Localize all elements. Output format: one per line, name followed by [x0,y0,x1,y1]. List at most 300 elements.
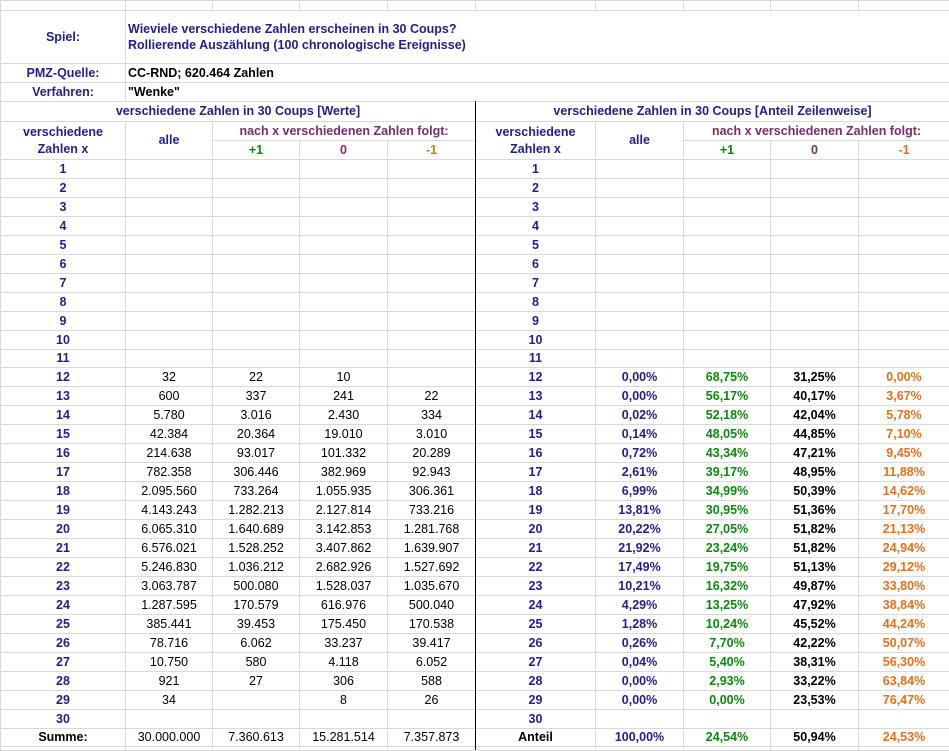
right-row-plus[interactable]: 27,05% [684,520,770,538]
right-row-minus[interactable]: 5,78% [859,406,949,424]
right-row-zero[interactable]: 51,82% [771,539,858,557]
right-sum-alle[interactable]: 100,00% [596,729,683,746]
left-row-zero[interactable]: 101.332 [300,444,387,462]
right-row-plus[interactable] [684,236,770,254]
left-row-plus[interactable] [213,691,299,709]
right-row-zero[interactable] [771,160,858,178]
left-row-plus[interactable] [213,217,299,235]
right-row-plus[interactable] [684,293,770,311]
right-row-alle[interactable]: 2,61% [596,463,683,481]
left-row-plus[interactable] [213,179,299,197]
left-col-x[interactable] [1,122,125,159]
left-row-alle[interactable] [126,217,212,235]
left-row-plus[interactable] [213,312,299,330]
right-row-zero[interactable]: 51,13% [771,558,858,576]
right-row-plus[interactable]: 7,70% [684,634,770,652]
right-sub-minus[interactable]: -1 [859,141,949,159]
left-row-minus[interactable]: 306.361 [388,482,475,500]
right-row-minus[interactable]: 50,07% [859,634,949,652]
spiel-text[interactable] [126,11,949,63]
right-row-x[interactable]: 25 [476,615,595,633]
left-row-alle[interactable]: 385.441 [126,615,212,633]
left-row-alle[interactable]: 4.143.243 [126,501,212,519]
left-row-minus[interactable]: 26 [388,691,475,709]
left-row-minus[interactable]: 1.281.768 [388,520,475,538]
left-row-plus[interactable] [213,160,299,178]
left-row-x[interactable]: 25 [1,615,125,633]
right-row-alle[interactable]: 1,28% [596,615,683,633]
left-row-plus[interactable]: 39.453 [213,615,299,633]
left-row-alle[interactable] [126,293,212,311]
right-row-zero[interactable] [771,350,858,367]
right-row-x[interactable]: 23 [476,577,595,595]
left-row-x[interactable]: 26 [1,634,125,652]
left-row-alle[interactable] [126,274,212,292]
right-row-x[interactable]: 1 [476,160,595,178]
right-row-alle[interactable] [596,179,683,197]
left-row-minus[interactable] [388,179,475,197]
left-row-zero[interactable]: 19.010 [300,425,387,443]
left-row-alle[interactable]: 3.063.787 [126,577,212,595]
left-row-x[interactable]: 28 [1,672,125,690]
right-row-plus[interactable] [684,160,770,178]
right-row-alle[interactable] [596,350,683,367]
left-row-plus[interactable] [213,255,299,273]
left-sum-plus[interactable]: 7.360.613 [213,729,299,746]
left-row-plus[interactable]: 170.579 [213,596,299,614]
right-row-zero[interactable]: 23,53% [771,691,858,709]
right-row-plus[interactable]: 10,24% [684,615,770,633]
right-row-zero[interactable]: 38,31% [771,653,858,671]
right-row-alle[interactable]: 0,14% [596,425,683,443]
right-row-x[interactable]: 24 [476,596,595,614]
left-row-plus[interactable]: 337 [213,387,299,405]
left-row-zero[interactable]: 1.055.935 [300,482,387,500]
left-row-zero[interactable]: 2.127.814 [300,501,387,519]
left-row-zero[interactable]: 3.407.862 [300,539,387,557]
left-row-x[interactable]: 21 [1,539,125,557]
left-row-zero[interactable]: 10 [300,368,387,386]
left-row-x[interactable]: 14 [1,406,125,424]
left-row-zero[interactable] [300,198,387,216]
right-row-zero[interactable]: 50,39% [771,482,858,500]
left-row-x[interactable]: 18 [1,482,125,500]
left-row-minus[interactable] [388,293,475,311]
right-row-minus[interactable]: 56,30% [859,653,949,671]
left-row-x[interactable]: 29 [1,691,125,709]
right-row-minus[interactable] [859,350,949,367]
right-row-x[interactable]: 8 [476,293,595,311]
right-row-minus[interactable]: 3,67% [859,387,949,405]
verfahren-label[interactable]: Verfahren: [1,83,125,101]
left-row-zero[interactable] [300,293,387,311]
left-row-zero[interactable]: 175.450 [300,615,387,633]
right-row-alle[interactable]: 4,29% [596,596,683,614]
right-row-minus[interactable] [859,236,949,254]
left-row-x[interactable]: 1 [1,160,125,178]
left-sum-minus[interactable]: 7.357.873 [388,729,475,746]
right-row-x[interactable]: 4 [476,217,595,235]
right-row-zero[interactable] [771,179,858,197]
right-row-zero[interactable]: 47,21% [771,444,858,462]
left-row-minus[interactable]: 1.527.692 [388,558,475,576]
right-row-minus[interactable]: 7,10% [859,425,949,443]
right-row-zero[interactable] [771,255,858,273]
right-row-zero[interactable] [771,312,858,330]
right-row-minus[interactable] [859,274,949,292]
left-row-x[interactable]: 13 [1,387,125,405]
left-row-zero[interactable]: 382.969 [300,463,387,481]
right-row-minus[interactable]: 24,94% [859,539,949,557]
left-row-x[interactable]: 17 [1,463,125,481]
right-row-zero[interactable]: 31,25% [771,368,858,386]
right-row-minus[interactable]: 76,47% [859,691,949,709]
left-row-zero[interactable]: 33.237 [300,634,387,652]
right-row-alle[interactable] [596,236,683,254]
left-row-zero[interactable]: 3.142.853 [300,520,387,538]
right-row-alle[interactable]: 0,04% [596,653,683,671]
left-row-plus[interactable]: 1.282.213 [213,501,299,519]
left-row-plus[interactable] [213,293,299,311]
left-row-alle[interactable] [126,710,212,728]
right-row-plus[interactable]: 23,24% [684,539,770,557]
left-row-minus[interactable] [388,160,475,178]
right-row-x[interactable]: 3 [476,198,595,216]
left-sum-zero[interactable]: 15.281.514 [300,729,387,746]
left-row-zero[interactable] [300,710,387,728]
right-row-plus[interactable] [684,312,770,330]
left-row-plus[interactable] [213,236,299,254]
left-row-alle[interactable] [126,312,212,330]
left-row-plus[interactable] [213,198,299,216]
left-row-minus[interactable]: 170.538 [388,615,475,633]
right-row-x[interactable]: 19 [476,501,595,519]
left-row-x[interactable]: 8 [1,293,125,311]
left-row-minus[interactable]: 500.040 [388,596,475,614]
left-row-minus[interactable] [388,217,475,235]
left-row-minus[interactable] [388,368,475,386]
right-row-alle[interactable] [596,312,683,330]
left-row-alle[interactable] [126,350,212,367]
left-row-minus[interactable] [388,331,475,349]
right-row-x[interactable]: 12 [476,368,595,386]
left-row-x[interactable]: 10 [1,331,125,349]
right-row-zero[interactable] [771,331,858,349]
right-row-minus[interactable] [859,179,949,197]
right-row-plus[interactable] [684,179,770,197]
right-row-plus[interactable]: 48,05% [684,425,770,443]
right-row-x[interactable]: 9 [476,312,595,330]
left-row-plus[interactable]: 1.640.689 [213,520,299,538]
right-row-minus[interactable]: 38,84% [859,596,949,614]
left-row-x[interactable]: 7 [1,274,125,292]
right-row-zero[interactable]: 51,82% [771,520,858,538]
left-row-alle[interactable] [126,160,212,178]
left-row-minus[interactable]: 20.289 [388,444,475,462]
left-title[interactable]: verschiedene Zahlen in 30 Coups [Werte] [1,102,475,121]
right-row-x[interactable]: 11 [476,350,595,367]
right-row-alle[interactable] [596,274,683,292]
right-row-plus[interactable]: 13,25% [684,596,770,614]
left-row-zero[interactable]: 616.976 [300,596,387,614]
right-title[interactable]: verschiedene Zahlen in 30 Coups [Anteil Zeilenweise] [476,102,949,121]
left-row-alle[interactable]: 34 [126,691,212,709]
right-row-x[interactable]: 20 [476,520,595,538]
right-row-x[interactable]: 17 [476,463,595,481]
left-row-x[interactable]: 16 [1,444,125,462]
left-row-minus[interactable] [388,198,475,216]
left-row-minus[interactable] [388,274,475,292]
right-row-zero[interactable]: 51,36% [771,501,858,519]
right-row-plus[interactable] [684,350,770,367]
right-row-zero[interactable] [771,217,858,235]
right-sub-zero[interactable]: 0 [771,141,858,159]
right-sum-zero[interactable]: 50,94% [771,729,858,746]
right-row-alle[interactable]: 0,00% [596,387,683,405]
left-row-alle[interactable] [126,198,212,216]
right-row-zero[interactable]: 42,22% [771,634,858,652]
left-row-plus[interactable] [213,331,299,349]
quelle-value[interactable]: CC-RND; 620.464 Zahlen [126,64,949,82]
left-row-minus[interactable]: 6.052 [388,653,475,671]
left-row-x[interactable]: 11 [1,350,125,367]
left-row-zero[interactable]: 1.528.037 [300,577,387,595]
right-row-minus[interactable]: 44,24% [859,615,949,633]
left-row-x[interactable]: 22 [1,558,125,576]
left-row-x[interactable]: 5 [1,236,125,254]
right-row-alle[interactable]: 0,26% [596,634,683,652]
left-row-zero[interactable] [300,236,387,254]
left-row-x[interactable]: 12 [1,368,125,386]
right-row-alle[interactable]: 13,81% [596,501,683,519]
left-row-minus[interactable] [388,312,475,330]
right-row-plus[interactable] [684,198,770,216]
quelle-label[interactable]: PMZ-Quelle: [1,64,125,82]
right-row-x[interactable]: 18 [476,482,595,500]
left-row-plus[interactable]: 3.016 [213,406,299,424]
right-row-alle[interactable] [596,255,683,273]
left-row-alle[interactable] [126,331,212,349]
left-row-x[interactable]: 4 [1,217,125,235]
left-row-plus[interactable] [213,710,299,728]
right-row-minus[interactable]: 14,62% [859,482,949,500]
right-row-minus[interactable] [859,198,949,216]
right-row-minus[interactable]: 17,70% [859,501,949,519]
right-row-x[interactable]: 27 [476,653,595,671]
right-row-plus[interactable]: 39,17% [684,463,770,481]
left-row-minus[interactable]: 92.943 [388,463,475,481]
left-row-zero[interactable] [300,331,387,349]
left-row-zero[interactable] [300,350,387,367]
right-row-plus[interactable]: 52,18% [684,406,770,424]
right-row-minus[interactable]: 11,88% [859,463,949,481]
left-row-plus[interactable] [213,274,299,292]
left-row-plus[interactable]: 306.446 [213,463,299,481]
right-row-zero[interactable]: 45,52% [771,615,858,633]
right-row-minus[interactable]: 9,45% [859,444,949,462]
left-col-alle[interactable]: alle [126,122,212,159]
right-row-zero[interactable] [771,236,858,254]
left-row-x[interactable]: 2 [1,179,125,197]
right-row-minus[interactable]: 21,13% [859,520,949,538]
left-row-alle[interactable]: 1.287.595 [126,596,212,614]
right-row-plus[interactable] [684,331,770,349]
left-row-minus[interactable]: 733.216 [388,501,475,519]
right-row-alle[interactable]: 6,99% [596,482,683,500]
right-row-alle[interactable] [596,160,683,178]
left-row-zero[interactable]: 2.682.926 [300,558,387,576]
left-row-x[interactable]: 20 [1,520,125,538]
right-row-x[interactable]: 21 [476,539,595,557]
left-row-minus[interactable]: 39.417 [388,634,475,652]
left-row-alle[interactable] [126,179,212,197]
right-row-alle[interactable]: 20,22% [596,520,683,538]
left-row-plus[interactable]: 22 [213,368,299,386]
left-row-minus[interactable]: 588 [388,672,475,690]
right-row-plus[interactable]: 43,34% [684,444,770,462]
left-row-x[interactable]: 3 [1,198,125,216]
left-row-zero[interactable] [300,179,387,197]
left-row-minus[interactable] [388,236,475,254]
right-row-zero[interactable] [771,274,858,292]
right-row-zero[interactable]: 42,04% [771,406,858,424]
right-row-zero[interactable]: 47,92% [771,596,858,614]
right-row-x[interactable]: 6 [476,255,595,273]
right-row-alle[interactable] [596,293,683,311]
left-row-alle[interactable]: 6.576.021 [126,539,212,557]
right-row-x[interactable]: 22 [476,558,595,576]
left-row-plus[interactable]: 500.080 [213,577,299,595]
right-row-x[interactable]: 16 [476,444,595,462]
left-row-zero[interactable] [300,255,387,273]
right-row-x[interactable]: 15 [476,425,595,443]
right-row-plus[interactable]: 16,32% [684,577,770,595]
right-row-x[interactable]: 13 [476,387,595,405]
right-row-plus[interactable]: 30,95% [684,501,770,519]
left-row-x[interactable]: 27 [1,653,125,671]
left-row-plus[interactable]: 1.528.252 [213,539,299,557]
left-row-x[interactable]: 23 [1,577,125,595]
right-row-x[interactable]: 10 [476,331,595,349]
left-row-x[interactable]: 19 [1,501,125,519]
left-row-alle[interactable]: 214.638 [126,444,212,462]
left-row-x[interactable]: 24 [1,596,125,614]
right-row-minus[interactable]: 63,84% [859,672,949,690]
left-row-minus[interactable]: 334 [388,406,475,424]
left-row-minus[interactable] [388,350,475,367]
right-row-alle[interactable]: 0,00% [596,672,683,690]
right-row-plus[interactable]: 19,75% [684,558,770,576]
left-row-alle[interactable]: 78.716 [126,634,212,652]
left-row-alle[interactable]: 2.095.560 [126,482,212,500]
left-sum-label[interactable]: Summe: [1,729,125,746]
left-row-minus[interactable]: 22 [388,387,475,405]
right-row-x[interactable]: 14 [476,406,595,424]
left-row-plus[interactable]: 93.017 [213,444,299,462]
right-row-alle[interactable]: 0,02% [596,406,683,424]
left-row-plus[interactable] [213,350,299,367]
right-row-plus[interactable]: 34,99% [684,482,770,500]
right-row-x[interactable]: 2 [476,179,595,197]
right-row-alle[interactable]: 17,49% [596,558,683,576]
left-row-alle[interactable]: 5.246.830 [126,558,212,576]
spiel-label[interactable]: Spiel: [1,11,125,63]
right-sum-minus[interactable]: 24,53% [859,729,949,746]
left-row-alle[interactable]: 600 [126,387,212,405]
right-sum-label[interactable]: Anteil [476,729,595,746]
left-row-zero[interactable]: 4.118 [300,653,387,671]
left-col-nach[interactable]: nach x verschiedenen Zahlen folgt: [213,122,475,140]
left-sub-zero[interactable]: 0 [300,141,387,159]
right-row-minus[interactable]: 0,00% [859,368,949,386]
left-row-alle[interactable] [126,255,212,273]
left-row-plus[interactable]: 6.062 [213,634,299,652]
right-row-minus[interactable]: 29,12% [859,558,949,576]
right-row-x[interactable]: 30 [476,710,595,728]
left-row-zero[interactable]: 2.430 [300,406,387,424]
right-row-plus[interactable] [684,274,770,292]
right-row-minus[interactable] [859,710,949,728]
left-row-x[interactable]: 6 [1,255,125,273]
left-row-minus[interactable] [388,255,475,273]
right-row-plus[interactable]: 5,40% [684,653,770,671]
left-sum-alle[interactable]: 30.000.000 [126,729,212,746]
right-row-zero[interactable] [771,198,858,216]
left-row-plus[interactable]: 580 [213,653,299,671]
right-row-alle[interactable]: 0,00% [596,368,683,386]
right-row-zero[interactable] [771,293,858,311]
left-row-x[interactable]: 9 [1,312,125,330]
right-row-minus[interactable] [859,312,949,330]
right-row-alle[interactable]: 0,72% [596,444,683,462]
left-row-alle[interactable]: 5.780 [126,406,212,424]
right-row-x[interactable]: 29 [476,691,595,709]
right-row-alle[interactable]: 21,92% [596,539,683,557]
left-row-plus[interactable]: 1.036.212 [213,558,299,576]
right-col-alle[interactable]: alle [596,122,683,159]
right-row-x[interactable]: 28 [476,672,595,690]
left-row-minus[interactable]: 1.639.907 [388,539,475,557]
right-row-alle[interactable] [596,217,683,235]
right-row-x[interactable]: 7 [476,274,595,292]
right-row-x[interactable]: 26 [476,634,595,652]
right-row-alle[interactable]: 0,00% [596,691,683,709]
left-row-alle[interactable]: 782.358 [126,463,212,481]
right-row-plus[interactable]: 2,93% [684,672,770,690]
right-sum-plus[interactable]: 24,54% [684,729,770,746]
left-row-x[interactable]: 30 [1,710,125,728]
right-row-plus[interactable] [684,217,770,235]
right-row-minus[interactable] [859,293,949,311]
right-row-alle[interactable] [596,198,683,216]
right-row-alle[interactable]: 10,21% [596,577,683,595]
right-row-plus[interactable] [684,255,770,273]
right-row-minus[interactable] [859,331,949,349]
left-row-zero[interactable] [300,217,387,235]
right-row-minus[interactable] [859,217,949,235]
left-row-plus[interactable]: 733.264 [213,482,299,500]
right-row-plus[interactable]: 68,75% [684,368,770,386]
left-row-x[interactable]: 15 [1,425,125,443]
right-row-alle[interactable] [596,331,683,349]
left-row-plus[interactable]: 27 [213,672,299,690]
right-row-x[interactable]: 5 [476,236,595,254]
left-row-zero[interactable]: 306 [300,672,387,690]
left-row-alle[interactable]: 32 [126,368,212,386]
left-row-minus[interactable]: 3.010 [388,425,475,443]
left-row-zero[interactable] [300,160,387,178]
right-row-zero[interactable]: 40,17% [771,387,858,405]
